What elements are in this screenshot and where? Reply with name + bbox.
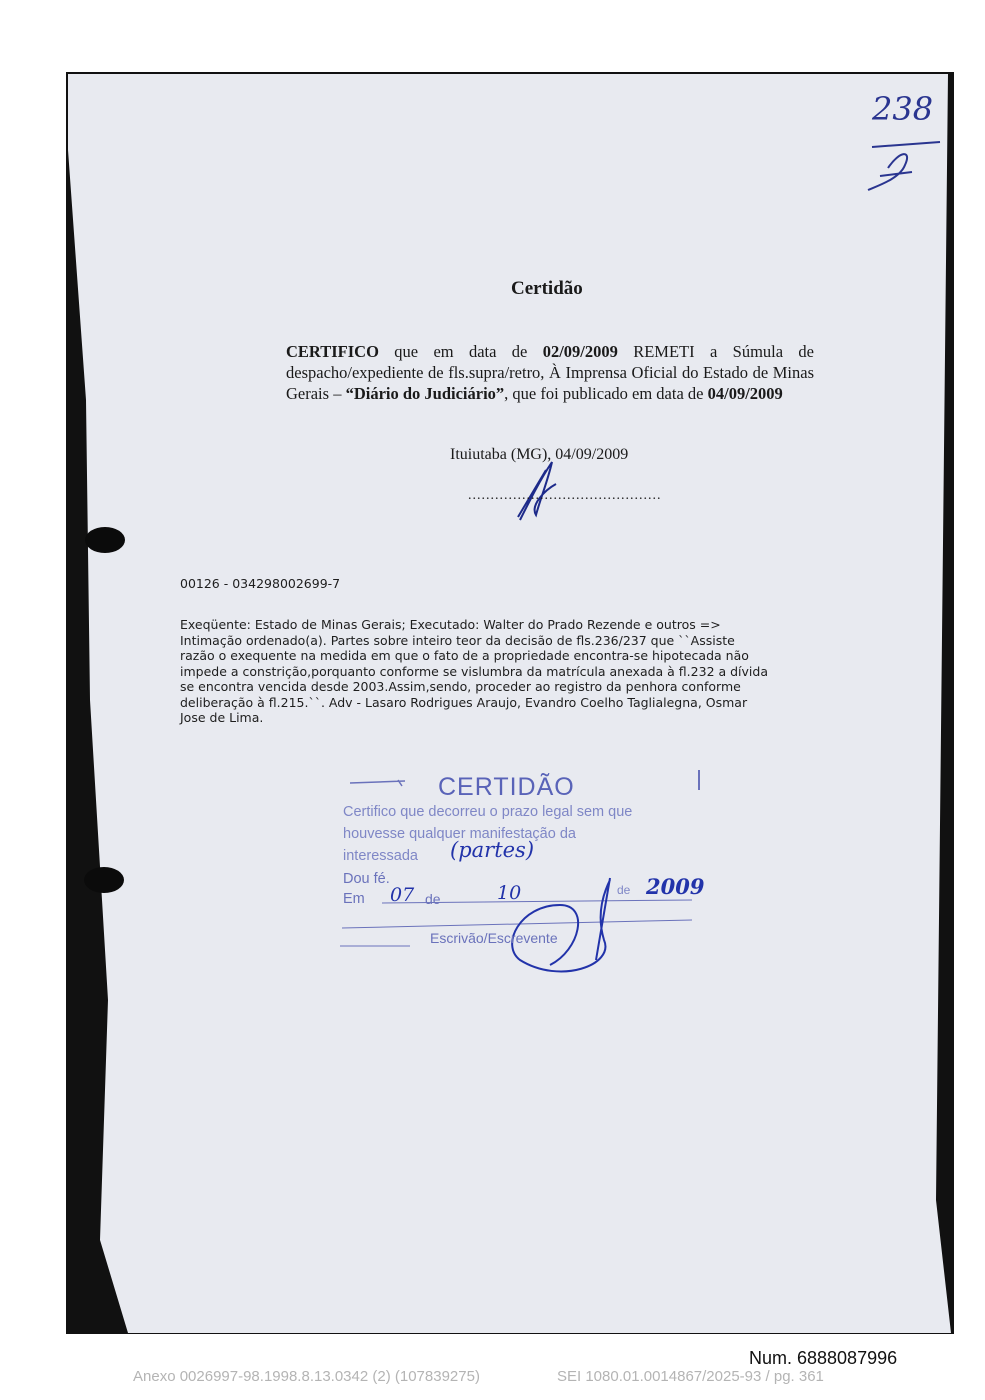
document-title: Certidão <box>511 278 583 299</box>
footer-annex: Anexo 0026997-98.1998.8.13.0342 (2) (107839275) <box>133 1368 480 1385</box>
signature-line: ........................................... <box>468 488 662 503</box>
certificate-paragraph <box>286 341 814 404</box>
stamp-title: CERTIDÃO <box>438 773 575 801</box>
stamp-de-2: de <box>617 883 631 897</box>
process-number: 00126 - 034298002699-7 <box>180 576 341 591</box>
handwritten-day: 07 <box>390 884 415 906</box>
punch-hole-bottom <box>84 867 124 893</box>
publication-line: Intimação ordenado(a). Partes sobre inteiro teor da decisão de fls.236/237 que ``Assiste <box>180 632 735 648</box>
footer-document-number: Num. 6888087996 <box>749 1348 898 1368</box>
place-and-date: Ituiutaba (MG), 04/09/2009 <box>450 446 629 463</box>
stamp-line-3: interessada <box>343 848 418 864</box>
stamp-line-2: houvesse qualquer manifestação da <box>343 826 576 842</box>
handwritten-party: (partes) <box>450 838 535 862</box>
certificate-text-1: que em data de <box>378 342 543 361</box>
punch-hole-top <box>85 527 125 553</box>
stamp-line-1: Certifico que decorreu o prazo legal sem que <box>343 804 633 820</box>
handwritten-month: 10 <box>497 882 522 904</box>
stamp-em: Em <box>343 891 365 907</box>
publication-line: impede a constrição,porquanto conforme se vislumbra da matrícula anexada à fl.232 a dívida <box>180 663 768 679</box>
certificate-text-3: , que foi publicado em data de <box>504 384 708 403</box>
publication-line: se encontra vencida desde 2003.Assim,sendo, proceder ao registro da penhora conforme <box>180 679 741 694</box>
date-sent: 02/09/2009 <box>542 342 618 361</box>
publication-line: deliberação à fl.215.``. Adv - Lasaro Rodrigues Araujo, Evandro Coelho Taglialegna, Osmar <box>180 694 748 710</box>
date-published: 04/09/2009 <box>707 384 783 403</box>
publication-line: Exeqüente: Estado de Minas Gerais; Executado: Walter do Prado Rezende e outros => <box>180 617 721 632</box>
publication-text <box>180 617 812 726</box>
certifico-word: CERTIFICO <box>286 342 379 361</box>
journal-name: “Diário do Judiciário” <box>345 384 505 403</box>
stamp-de-1: de <box>425 891 441 907</box>
certificate-text-2: REMETI a Súmula de despacho/expediente de fls.supra/retro, À Imprensa Oficial do Estado de Minas Gerais – <box>286 342 814 403</box>
footer-sei: SEI 1080.01.0014867/2025-93 / pg. 361 <box>557 1368 824 1385</box>
handwritten-year: 2009 <box>646 874 705 899</box>
publication-line: razão o exequente na medida em que o fato de a propriedade encontra-se hipotecada não <box>180 648 749 663</box>
stamp-dou-fe: Dou fé. <box>343 871 390 887</box>
stamp-signer-label: Escrivão/Escrevente <box>430 930 558 946</box>
handwritten-page-number: 238 <box>872 90 934 128</box>
publication-line: Jose de Lima. <box>180 710 264 725</box>
